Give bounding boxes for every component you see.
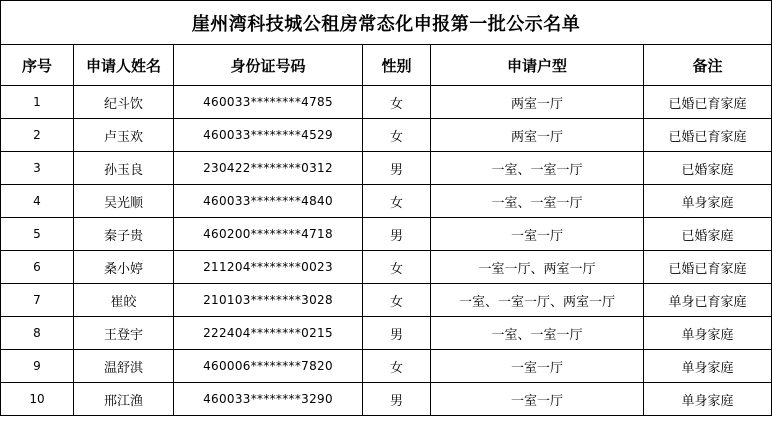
table-row (1, 317, 772, 350)
cell-note: 单身家庭 (644, 185, 772, 218)
column-header-id: 身份证号码 (174, 45, 363, 86)
column-header-gender: 性别 (363, 45, 431, 86)
cell-gender: 女 (363, 284, 431, 317)
cell-name: 卢玉欢 (74, 119, 174, 152)
cell-note: 单身已育家庭 (644, 284, 772, 317)
column-header-note: 备注 (644, 45, 772, 86)
cell-note: 已婚已育家庭 (644, 119, 772, 152)
cell-note: 单身家庭 (644, 350, 772, 383)
cell-name: 孙玉良 (74, 152, 174, 185)
cell-name: 秦子贵 (74, 218, 174, 251)
cell-id-number: 460006********7820 (174, 350, 363, 383)
column-header-number: 序号 (1, 45, 74, 86)
cell-note: 单身家庭 (644, 317, 772, 350)
cell-id-number: 210103********3028 (174, 284, 363, 317)
table-row (1, 383, 772, 416)
cell-gender: 女 (363, 119, 431, 152)
cell-gender: 男 (363, 317, 431, 350)
cell-note: 已婚家庭 (644, 218, 772, 251)
cell-number: 9 (1, 350, 74, 383)
cell-id-number: 460033********4785 (174, 86, 363, 119)
cell-name: 桑小婷 (74, 251, 174, 284)
cell-number: 4 (1, 185, 74, 218)
cell-number: 6 (1, 251, 74, 284)
cell-number: 10 (1, 383, 74, 416)
cell-name: 邢江渔 (74, 383, 174, 416)
cell-number: 8 (1, 317, 74, 350)
cell-id-number: 222404********0215 (174, 317, 363, 350)
column-header-name: 申请人姓名 (74, 45, 174, 86)
table-row (1, 152, 772, 185)
cell-number: 1 (1, 86, 74, 119)
cell-id-number: 211204********0023 (174, 251, 363, 284)
cell-id-number: 460033********4529 (174, 119, 363, 152)
cell-unit-type: 一室、一室一厅 (431, 152, 644, 185)
table-row (1, 350, 772, 383)
cell-gender: 男 (363, 383, 431, 416)
table-row (1, 218, 772, 251)
cell-unit-type: 两室一厅 (431, 86, 644, 119)
cell-gender: 男 (363, 152, 431, 185)
cell-note: 已婚家庭 (644, 152, 772, 185)
cell-gender: 女 (363, 86, 431, 119)
cell-gender: 女 (363, 185, 431, 218)
cell-number: 5 (1, 218, 74, 251)
cell-number: 3 (1, 152, 74, 185)
title-row (1, 1, 772, 45)
cell-note: 已婚已育家庭 (644, 251, 772, 284)
cell-name: 温舒淇 (74, 350, 174, 383)
cell-note: 已婚已育家庭 (644, 86, 772, 119)
cell-unit-type: 一室一厅 (431, 383, 644, 416)
cell-number: 2 (1, 119, 74, 152)
cell-unit-type: 一室一厅 (431, 350, 644, 383)
column-header-unit-type: 申请户型 (431, 45, 644, 86)
table-row (1, 86, 772, 119)
cell-unit-type: 一室、一室一厅 (431, 185, 644, 218)
cell-gender: 女 (363, 251, 431, 284)
table-row (1, 185, 772, 218)
page-title: 崖州湾科技城公租房常态化申报第一批公示名单 (1, 1, 772, 45)
table-row (1, 284, 772, 317)
header-row (1, 45, 772, 86)
cell-unit-type: 两室一厅 (431, 119, 644, 152)
cell-name: 吴光顺 (74, 185, 174, 218)
cell-unit-type: 一室、一室一厅、两室一厅 (431, 284, 644, 317)
cell-name: 崔皎 (74, 284, 174, 317)
cell-unit-type: 一室、一室一厅 (431, 317, 644, 350)
table-row (1, 119, 772, 152)
cell-gender: 男 (363, 218, 431, 251)
cell-unit-type: 一室一厅、两室一厅 (431, 251, 644, 284)
cell-id-number: 460200********4718 (174, 218, 363, 251)
cell-id-number: 460033********3290 (174, 383, 363, 416)
cell-id-number: 460033********4840 (174, 185, 363, 218)
cell-name: 王登宇 (74, 317, 174, 350)
cell-name: 纪斗饮 (74, 86, 174, 119)
cell-note: 单身家庭 (644, 383, 772, 416)
table-row (1, 251, 772, 284)
cell-gender: 女 (363, 350, 431, 383)
cell-number: 7 (1, 284, 74, 317)
cell-unit-type: 一室一厅 (431, 218, 644, 251)
cell-id-number: 230422********0312 (174, 152, 363, 185)
